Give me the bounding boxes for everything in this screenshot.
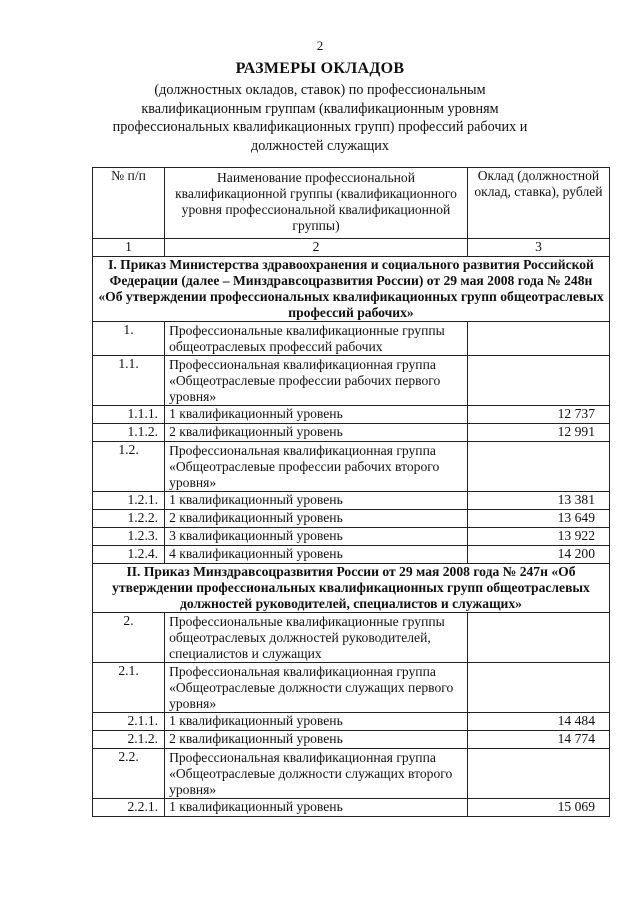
row-name: 3 квалификационный уровень	[165, 528, 468, 546]
row-number: 2.	[93, 613, 165, 663]
row-salary	[467, 749, 609, 799]
row-number: 1.1.	[93, 356, 165, 406]
row-name: 2 квалификационный уровень	[165, 731, 468, 749]
row-number: 1.	[93, 322, 165, 356]
row-salary	[467, 613, 609, 663]
table-header-row	[93, 168, 610, 239]
row-name: Профессиональная квалификационная группа «Общеотраслевые должности служащих второго уровня»	[165, 749, 468, 799]
section-header-row	[93, 564, 610, 613]
table-row	[93, 442, 610, 492]
table-row	[93, 510, 610, 528]
page-number: 2	[316, 38, 324, 53]
row-salary: 14 200	[467, 546, 609, 564]
table-row	[93, 731, 610, 749]
table-row	[93, 749, 610, 799]
row-number: 2.2.	[93, 749, 165, 799]
column-number-row	[93, 239, 610, 257]
row-name: Профессиональная квалификационная группа «Общеотраслевые должности служащих первого уровня»	[165, 663, 468, 713]
row-salary	[467, 356, 609, 406]
column-number: 1	[93, 239, 165, 257]
row-name: Профессиональная квалификационная группа «Общеотраслевые профессии рабочих второго уровня»	[165, 442, 468, 492]
table-row	[93, 546, 610, 564]
row-salary: 14 484	[467, 713, 609, 731]
table-row	[93, 406, 610, 424]
row-salary: 13 381	[467, 492, 609, 510]
row-number: 2.1.1.	[93, 713, 165, 731]
section-heading: II. Приказ Минздравсоцразвития России от 29 мая 2008 года № 247н «Об утверждении профессиональных квалификационных групп общеотраслевых должностей руководителей, специалистов и служащих»	[93, 564, 610, 613]
row-number: 1.1.2.	[93, 424, 165, 442]
table-row	[93, 356, 610, 406]
row-salary: 15 069	[467, 799, 609, 817]
row-name: 2 квалификационный уровень	[165, 510, 468, 528]
row-name: Профессиональные квалификационные группы общеотраслевых должностей руководителей, специалистов и служащих	[165, 613, 468, 663]
row-number: 1.2.1.	[93, 492, 165, 510]
row-number: 1.2.2.	[93, 510, 165, 528]
header-name: Наименование профессиональной квалификационной группы (квалификационного уровня профессиональной квалификационной группы)	[165, 168, 468, 239]
row-name: 2 квалификационный уровень	[165, 424, 468, 442]
header-number: № п/п	[93, 168, 165, 239]
row-number: 1.2.4.	[93, 546, 165, 564]
section-heading: I. Приказ Министерства здравоохранения и социального развития Российской Федерации (далее – Минздравсоцразвития России) от 29 мая 2008 года № 248н «Об утверждении профессиональных квалификационных групп общеотраслевых профессий рабочих»	[93, 257, 610, 322]
document-subtitle: (должностных окладов, ставок) по профессиональным квалификационным группам (квалификационным уровням профессиональных квалификационных групп) профессий рабочих и должностей служащих	[112, 82, 528, 154]
row-salary	[467, 442, 609, 492]
row-salary: 12 991	[467, 424, 609, 442]
row-name: Профессиональная квалификационная группа «Общеотраслевые профессии рабочих первого уровня»	[165, 356, 468, 406]
column-number: 3	[467, 239, 609, 257]
table-row	[93, 799, 610, 817]
row-number: 1.2.	[93, 442, 165, 492]
table-row	[93, 492, 610, 510]
table-row	[93, 528, 610, 546]
document-title: РАЗМЕРЫ ОКЛАДОВ	[235, 60, 405, 77]
row-name: 1 квалификационный уровень	[165, 713, 468, 731]
row-number: 1.1.1.	[93, 406, 165, 424]
salary-table	[92, 167, 610, 817]
row-number: 2.1.	[93, 663, 165, 713]
row-name: 1 квалификационный уровень	[165, 492, 468, 510]
row-name: 1 квалификационный уровень	[165, 406, 468, 424]
table-row	[93, 424, 610, 442]
row-salary	[467, 322, 609, 356]
row-number: 2.1.2.	[93, 731, 165, 749]
section-header-row	[93, 257, 610, 322]
row-name: Профессиональные квалификационные группы общеотраслевых профессий рабочих	[165, 322, 468, 356]
row-number: 2.2.1.	[93, 799, 165, 817]
row-salary: 14 774	[467, 731, 609, 749]
row-salary: 13 922	[467, 528, 609, 546]
row-salary: 12 737	[467, 406, 609, 424]
table-row	[93, 713, 610, 731]
row-name: 4 квалификационный уровень	[165, 546, 468, 564]
table-row	[93, 613, 610, 663]
row-number: 1.2.3.	[93, 528, 165, 546]
column-number: 2	[165, 239, 468, 257]
row-name: 1 квалификационный уровень	[165, 799, 468, 817]
row-salary	[467, 663, 609, 713]
table-row	[93, 663, 610, 713]
header-salary: Оклад (должностной оклад, ставка), рублей	[467, 168, 609, 239]
table-row	[93, 322, 610, 356]
row-salary: 13 649	[467, 510, 609, 528]
